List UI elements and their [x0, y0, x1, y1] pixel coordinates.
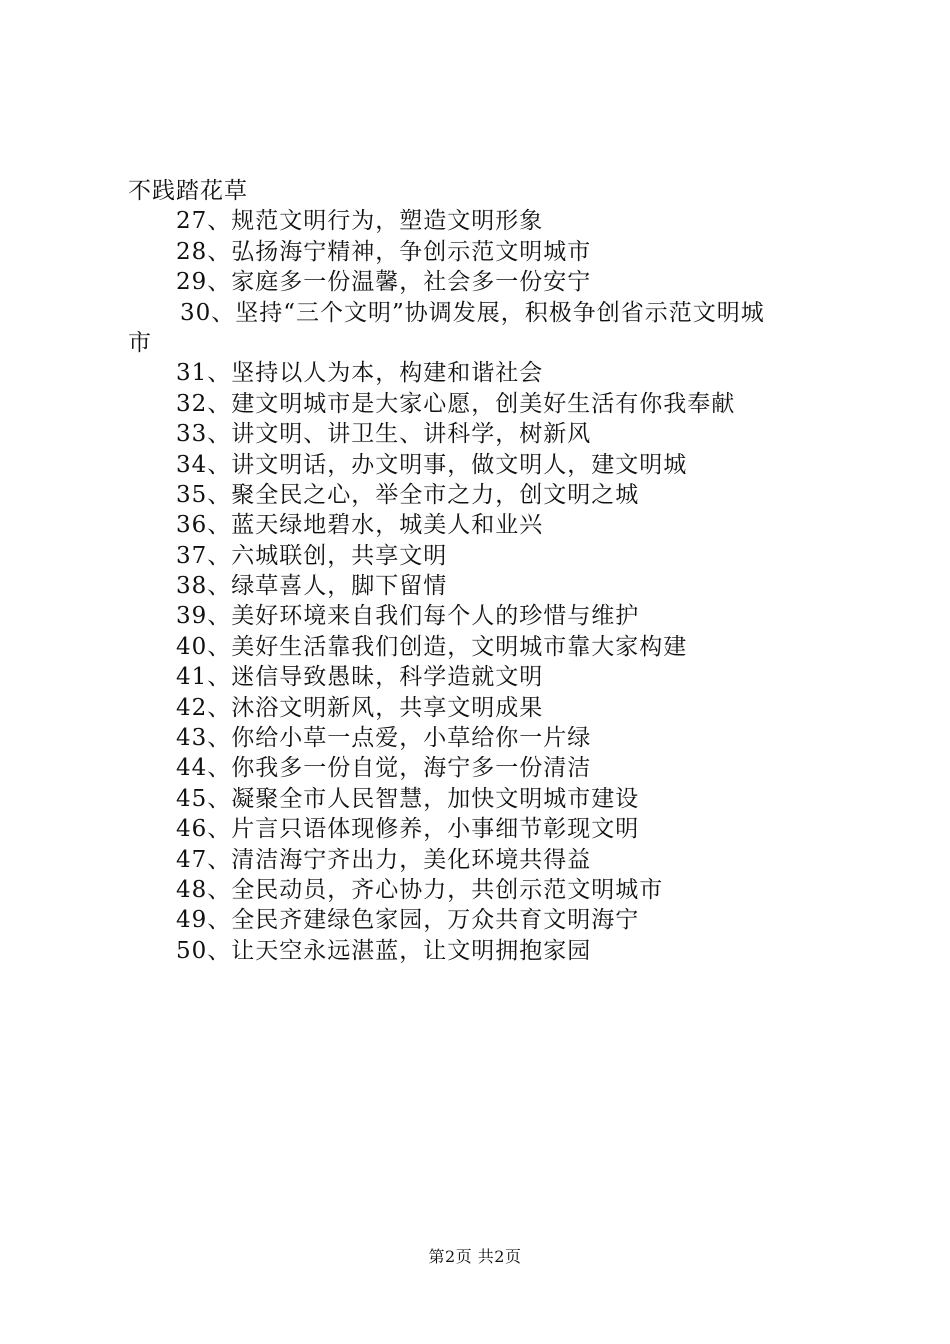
slogan-line: 39、美好环境来自我们每个人的珍惜与维护 — [176, 603, 640, 630]
slogan-line: 35、聚全民之心，举全市之力，创文明之城 — [176, 481, 640, 508]
slogan-line: 47、清洁海宁齐出力，美化环境共得益 — [176, 846, 592, 873]
slogan-line: 48、全民动员，齐心协力，共创示范文明城市 — [176, 876, 664, 903]
text-line: 市 — [128, 329, 152, 356]
slogan-line: 32、建文明城市是大家心愿，创美好生活有你我奉献 — [176, 390, 736, 417]
slogan-line: 44、你我多一份自觉，海宁多一份清洁 — [176, 755, 592, 782]
slogan-line: 42、沐浴文明新风，共享文明成果 — [176, 694, 544, 721]
slogan-line: 30、坚持“三个文明”协调发展，积极争创省示范文明城 — [180, 299, 765, 326]
slogan-line: 43、你给小草一点爱，小草给你一片绿 — [176, 725, 592, 752]
slogan-line: 29、家庭多一份温馨，社会多一份安宁 — [176, 269, 592, 296]
slogan-line: 49、全民齐建绿色家园，万众共育文明海宁 — [176, 907, 640, 934]
slogan-line: 28、弘扬海宁精神，争创示范文明城市 — [176, 238, 592, 265]
document-body — [128, 176, 848, 966]
slogan-line: 38、绿草喜人，脚下留情 — [176, 573, 448, 600]
slogan-line: 36、蓝天绿地碧水，城美人和业兴 — [176, 512, 544, 539]
slogan-line: 27、规范文明行为，塑造文明形象 — [176, 208, 544, 235]
slogan-line: 37、六城联创，共享文明 — [176, 542, 448, 569]
slogan-line: 50、让天空永远湛蓝，让文明拥抱家园 — [176, 937, 592, 964]
slogan-line: 40、美好生活靠我们创造，文明城市靠大家构建 — [176, 633, 688, 660]
slogan-line: 46、片言只语体现修养，小事细节彰现文明 — [176, 816, 640, 843]
slogan-line: 33、讲文明、讲卫生、讲科学，树新风 — [176, 421, 592, 448]
slogan-line: 31、坚持以人为本，构建和谐社会 — [176, 360, 544, 387]
slogan-line: 41、迷信导致愚昧，科学造就文明 — [176, 664, 544, 691]
text-line: 不践踏花草 — [128, 178, 248, 204]
slogan-line: 34、讲文明话，办文明事，做文明人，建文明城 — [176, 451, 688, 478]
slogan-line: 45、凝聚全市人民智慧，加快文明城市建设 — [176, 785, 640, 812]
page-number-footer: 第2页 共2页 — [428, 1247, 522, 1266]
